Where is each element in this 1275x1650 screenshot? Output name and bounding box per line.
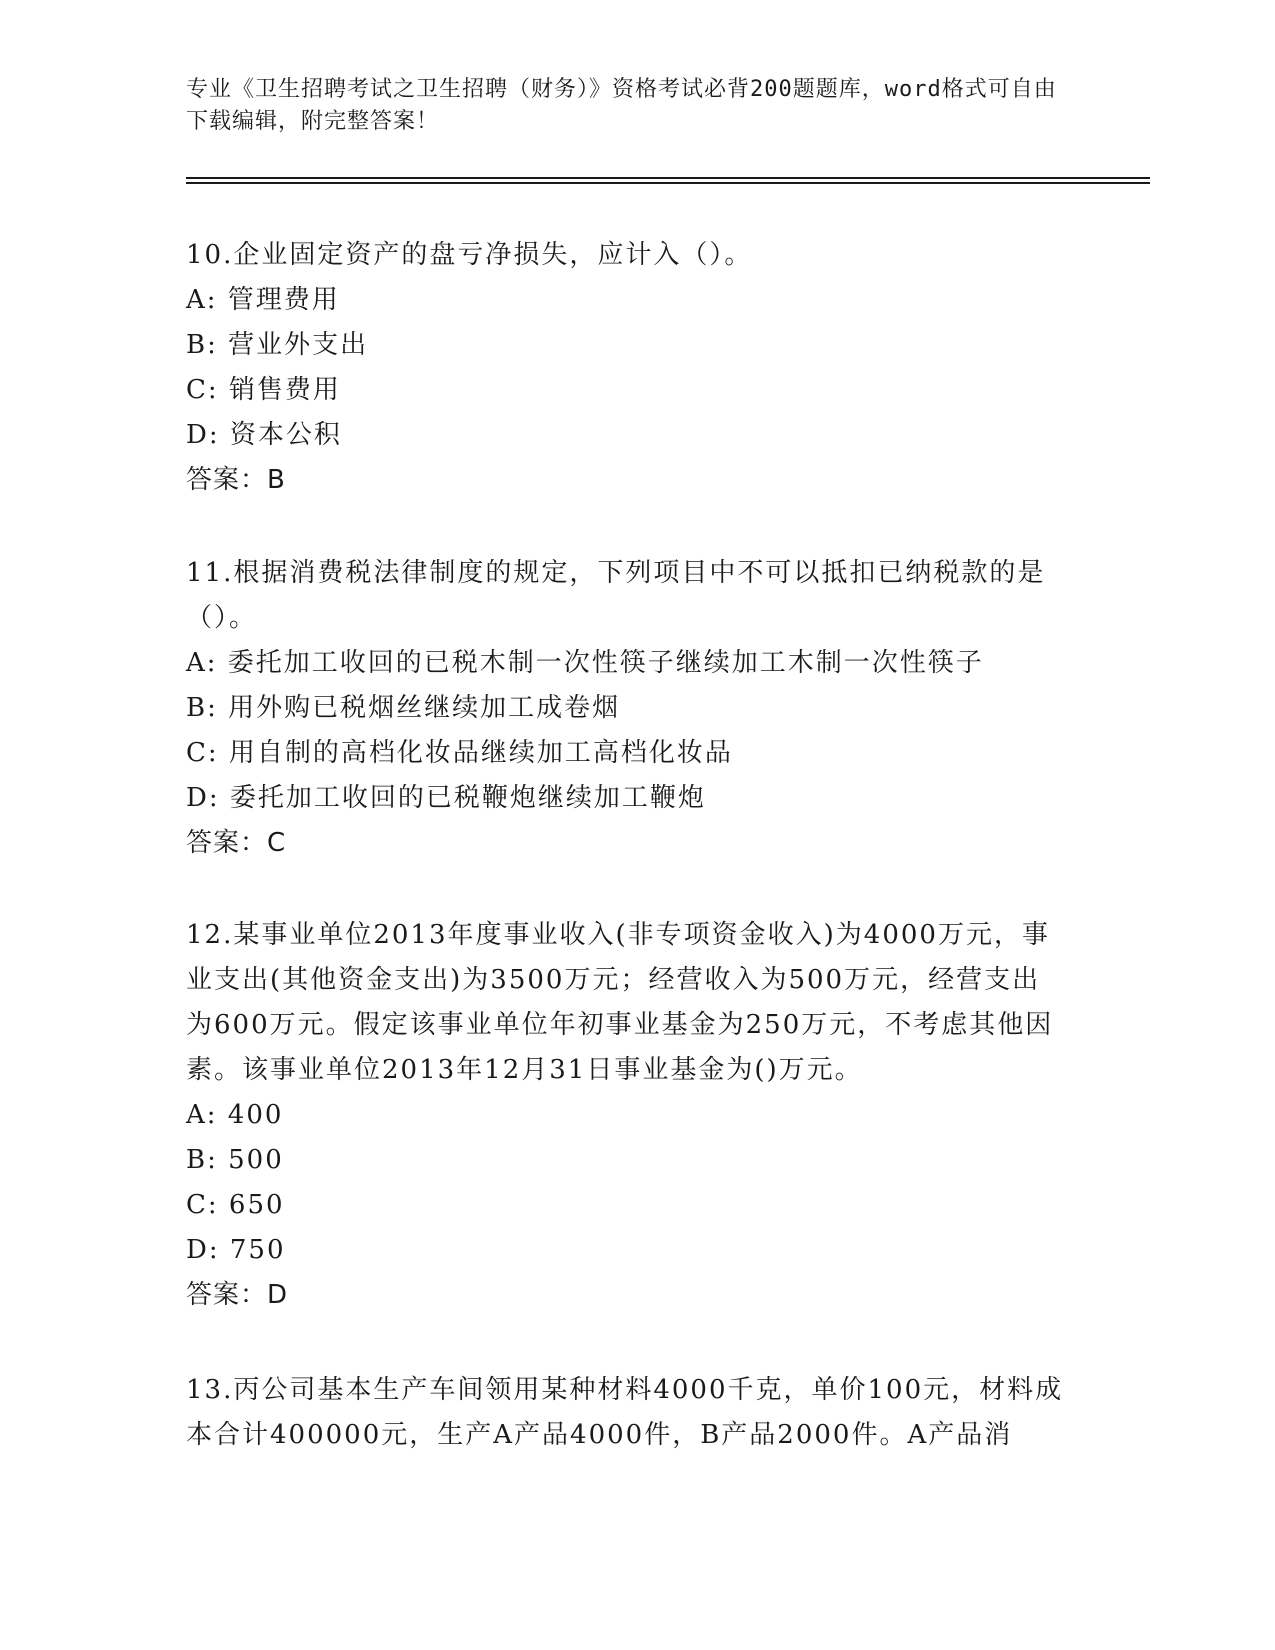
question-stem: 13.丙公司基本生产车间领用某种材料4000千克，单价100元，材料成本合计400000元，生产A产品4000件，B产品2000件。A产品消 — [186, 1375, 1064, 1450]
header-divider-line — [186, 177, 1150, 179]
answer: 答案：D — [186, 1280, 289, 1310]
question-11 — [186, 551, 1066, 866]
option-d: D: 委托加工收回的已税鞭炮继续加工鞭炮 — [186, 783, 706, 813]
option-c: C: 650 — [186, 1190, 285, 1220]
option-c: C: 用自制的高档化妆品继续加工高档化妆品 — [186, 738, 733, 768]
option-c: C: 销售费用 — [186, 375, 341, 405]
option-b: B: 营业外支出 — [186, 330, 369, 360]
question-stem: 12.某事业单位2013年度事业收入(非专项资金收入)为4000万元，事业支出(其他资金支出)为3500万元；经营收入为500万元，经营支出为600万元。假定该事业单位年初事业基金为250万元，不考虑其他因素。该事业单位2013年12月31日事业基金为()万元。 — [186, 920, 1054, 1085]
question-stem: 10.企业固定资产的盘亏净损失，应计入（）。 — [186, 240, 753, 270]
header-divider-line-second — [186, 182, 1150, 184]
answer: 答案：B — [186, 465, 286, 495]
answer: 答案：C — [186, 828, 287, 858]
document-header: 专业《卫生招聘考试之卫生招聘（财务）》资格考试必背200题题库，word格式可自由下载编辑，附完整答案！ — [186, 77, 1057, 134]
option-d: D: 资本公积 — [186, 420, 342, 450]
option-b: B: 500 — [186, 1145, 284, 1175]
question-12 — [186, 913, 1066, 1318]
question-stem: 11.根据消费税法律制度的规定，下列项目中不可以抵扣已纳税款的是（）。 — [186, 558, 1046, 633]
question-10 — [186, 233, 1066, 503]
question-13 — [186, 1368, 1066, 1458]
option-a: A: 委托加工收回的已税木制一次性筷子继续加工木制一次性筷子 — [186, 648, 984, 678]
option-d: D: 750 — [186, 1235, 286, 1265]
option-a: A: 管理费用 — [186, 285, 340, 315]
option-b: B: 用外购已税烟丝继续加工成卷烟 — [186, 693, 621, 723]
option-a: A: 400 — [186, 1100, 284, 1130]
